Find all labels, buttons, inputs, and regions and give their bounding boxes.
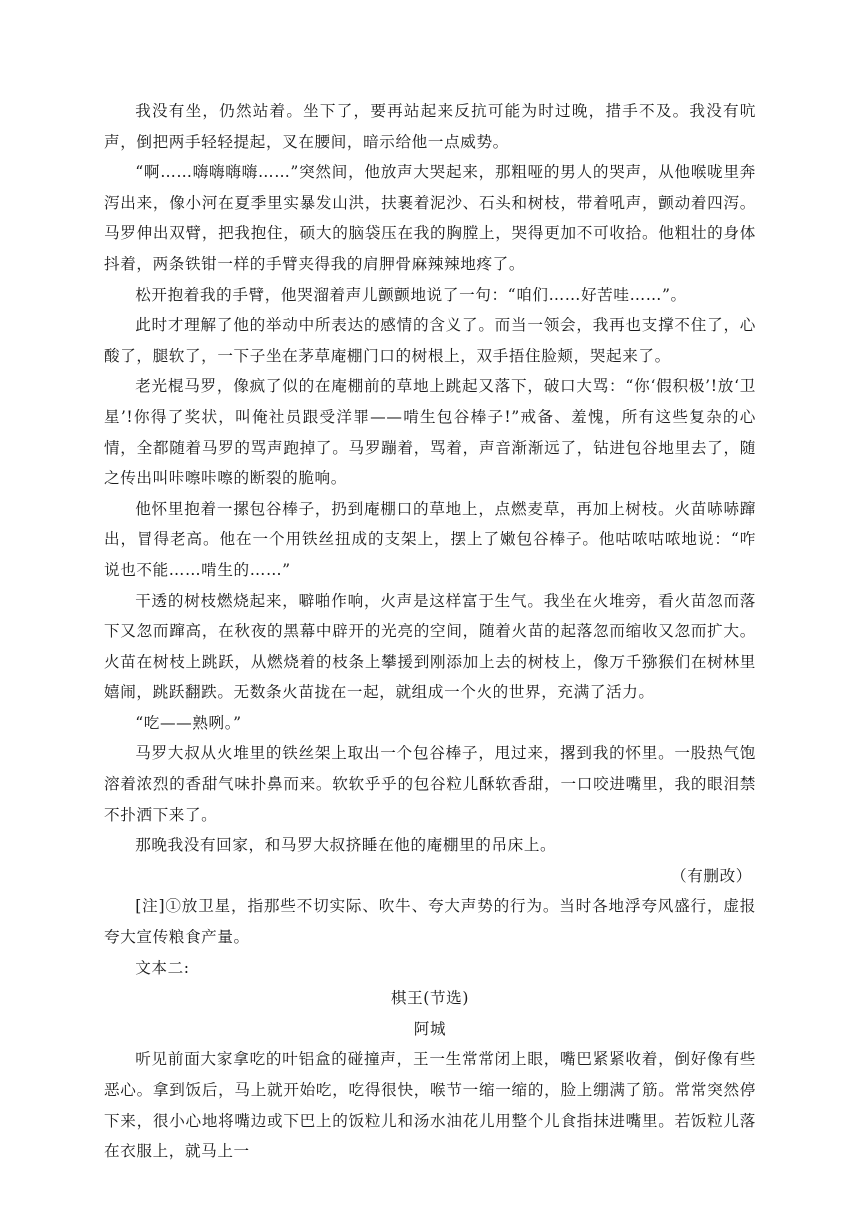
text2-label: 文本二: <box>135 958 190 977</box>
text1-paragraph-5: 老光棍马罗，像疯了似的在庵棚前的草地上跳起又落下，破口大骂：“你‘假积极’!放‘卫星’!你得了奖状，叫俺社员跟受洋罪——啃生包谷棒子!”戒备、羞愧，所有这些复杂的心情，全都随着马罗的骂声跑掉了。马罗蹦着，骂着，声音渐渐远了，钻进包谷地里去了，随之传出叫咔嚓咔嚓的断裂的脆响。 <box>104 377 756 488</box>
text2-title: 棋王(节选) <box>390 989 470 1008</box>
text1-paragraph-2: “啊……嗨嗨嗨嗨……”突然间，他放声大哭起来，那粗哑的男人的哭声，从他喉咙里奔泻出来，像小河在夏季里实暴发山洪，扶裹着泥沙、石头和树枝，带着吼声，颤动着四泻。马罗伸出双臂，把我抱住，硕大的脑袋压在我的胸膛上，哭得更加不可收拾。他粗壮的身体抖着，两条铁钳一样的手臂夹得我的肩胛骨麻辣辣地疼了。 <box>104 163 756 273</box>
revision-note: （有删改） <box>671 866 752 885</box>
text2-paragraph-1: 听见前面大家拿吃的叶铝盒的碰撞声，王一生常常闭上眼，嘴巴紧紧收着，倒好像有些恶心。拿到饭后，马上就开始吃，吃得很快，喉节一缩一缩的，脸上绷满了筋。常常突然停下来，很小心地将嘴边或下巴上的饭粒儿和汤水油花儿用整个儿食指抹进嘴里。若饭粒儿落在衣服上，就马上一 <box>104 1050 756 1161</box>
text1-paragraph-1: 我没有坐，仍然站着。坐下了，要再站起来反抗可能为时过晚，措手不及。我没有吭声，倒把两手轻轻提起，叉在腰间，暗示给他一点威势。 <box>104 102 756 151</box>
text1-paragraph-9: 马罗大叔从火堆里的铁丝架上取出一个包谷棒子，甩过来，撂到我的怀里。一股热气饱溶着浓烈的香甜气味扑鼻而来。软软乎乎的包谷粒儿酥软香甜，一口咬进嘴里，我的眼泪禁不扑洒下来了。 <box>104 744 756 824</box>
footnote: [注]①放卫星，指那些不切实际、吹牛、夸大声势的行为。当时各地浮夸风盛行，虚报夸大宣传粮食产量。 <box>104 897 756 947</box>
text1-paragraph-4: 此时才理解了他的举动中所表达的感情的含义了。而当一领会，我再也支撑不住了，心酸了，腿软了，一下子坐在茅草庵棚门口的树根上，双手捂住脸颊，哭起来了。 <box>104 316 756 365</box>
article-body <box>104 96 756 1167</box>
text2-author: 阿城 <box>413 1019 447 1038</box>
text1-paragraph-7: 干透的树枝燃烧起来，噼啪作响，火声是这样富于生气。我坐在火堆旁，看火苗忽而落下又忽而蹿高，在秋夜的黑幕中辟开的光亮的空间，随着火苗的起落忽而缩收又忽而扩大。火苗在树枝上跳跃，从燃烧着的枝条上攀援到刚添加上去的树枝上，像万千猕猴们在树林里嬉闹，跳跃翻跌。无数条火苗拢在一起，就组成一个火的世界，充满了活力。 <box>104 591 756 702</box>
text1-paragraph-3: 松开抱着我的手臂，他哭溜着声儿颤颤地说了一句：“咱们……好苦哇……”。 <box>135 285 687 304</box>
text1-paragraph-10: 那晚我没有回家，和马罗大叔挤睡在他的庵棚里的吊床上。 <box>135 836 557 855</box>
text1-paragraph-6: 他怀里抱着一摞包谷棒子，扔到庵棚口的草地上，点燃麦草，再加上树枝。火苗哧哧蹿出，冒得老高。他在一个用铁丝扭成的支架上，摆上了嫩包谷棒子。他咕哝咕哝地说：“咋说也不能……啃生的……” <box>104 499 756 579</box>
text1-paragraph-8: “吃——熟咧。” <box>135 713 242 732</box>
